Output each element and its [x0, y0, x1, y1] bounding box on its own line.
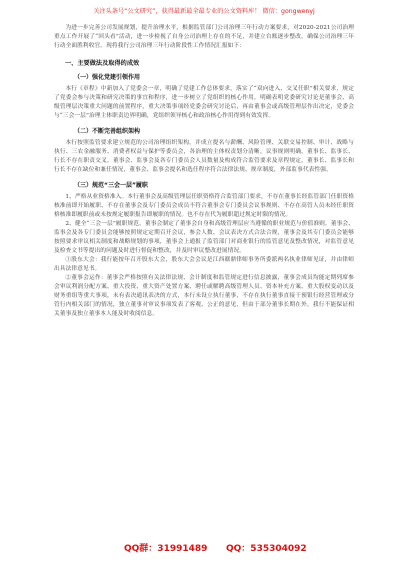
paragraph-board: ②董事会运作：董事会严格按照有关法律法规、会计制度和监管规定进行信息披露，董事会成员均能定期列席参会审议利润分配方案、重大投资、重大资产处置方案、聘任或解聘高级管理人员、资本补充方案、重大股权变动以及财务重组等重大事项，未有表决通讯表决的方式，本行未设立执行董事，不存在执行董事直接干预银行经营管理或分管行内相关部门的情况，独立董事对审议事项发表了客观、公正的意见，但由于部分董事长期在外，我行不能保证相关董事及独立董事本人能及时收阅信息。: [54, 275, 354, 317]
paragraph-qualification: 1、严格从业资格准入。本行董事会及高级管理层任职资格符合监管部门要求，不存在董事长经监管部门任职资格核准前即开始履职、不存在董事会及专门委员会成员不符合董事会专门委员会议事规则、不存在高管人员未经任职资格核准即履职前或未按规定履职报告即履职的情况。也不存在代为履职超过规定时限的情况。: [54, 194, 354, 218]
intro-paragraph: 为进一步完善公司发展规划，提升治理水平，根据监管部门公司治理三年行动方案要求，对2020-2021公司治理重点工作开展了“回头看”活动，进一步检视了自身公司治理上存在的不足，并建立台账逐步整改，确保公司治理三年行动全面胜利收官。现将我行公司治理三年行动阶段性工作情况汇报如下：: [54, 25, 354, 49]
section-heading: 一、主要做法及取得的成效: [65, 60, 140, 67]
footer-qq: QQ：535304092: [226, 544, 307, 554]
subheading-governance: （三）规范“三会一层”履职: [74, 182, 148, 189]
subheading-organization: （二）不断完善组织架构: [74, 128, 141, 135]
paragraph-shareholders: ①股东大会：我行能按年召开股东大会，股东大会会议是江西赣鼎律师事务所委派两名执业律师见证，并由律师出具法律意见书。: [54, 257, 354, 272]
paragraph-norms: 2、健全“三会一层”履职规范。董事会制定了董事会自身和高级管理层应当遵循的职业规范与价值准则，董事会、监事会及各专门委员会能够按照规定定期召开会议，参会人数、会议表决方式合法合规，董事会及其专门委员会能够按照要求审议相关制度和战略规划的事项，董事会上通报了监管部门对商业银行的监管意见及整改情况，对监管意见及检查文书等提出的问题及时进行督促和整改，并及时审议整改进展情况。: [54, 221, 354, 254]
paragraph-organization: 本行按照监管要求建立规范的公司治理组织架构，并成立提名与薪酬、风险管理、关联交易控制、审计、战略与执行、三农金融服务、消费者权益与保护等委员会，各治理的主体权责划分清晰，议事规则明确，董事长、监事长、行长不存在职责交叉。董事会、监事会及各专门委员会人员数量及构成符合监管要求及章程规定，董事长、监事长和行长不存在缺位和兼任情况，董事会、监事会提名和选任程序符合法律法规、规章制度，外部监事代表性强。: [54, 140, 354, 173]
footer-qq-group: QQ群：31991489: [124, 544, 208, 554]
subheading-party-leadership: （一）强化党建引领作用: [74, 74, 141, 81]
document-body: [54, 24, 354, 319]
paragraph-party-leadership: 本行《章程》中新加入了党委会一章，明确了党建工作总体要求，落实了“双向进入、交叉任职”相关要求，规定了党委会参与决策和研究决策的事宜和程序，进一步树立了党组织的核心作用，明确表明党委研究讨论是董事会、高级管理层决策重大问题的前置程序，重大决策事项经党委会研究讨论后，再由董事会或高级管理层作出决定，党委会与“三会一层”治理主体职责边界明确，党组织领导核心和政治核心作用得到有效发挥。: [54, 86, 354, 119]
header-banner: 关注头条号“公文研究”，获得最新最全最专业的公文资料库！ 微信：gongwenyj: [93, 8, 315, 15]
